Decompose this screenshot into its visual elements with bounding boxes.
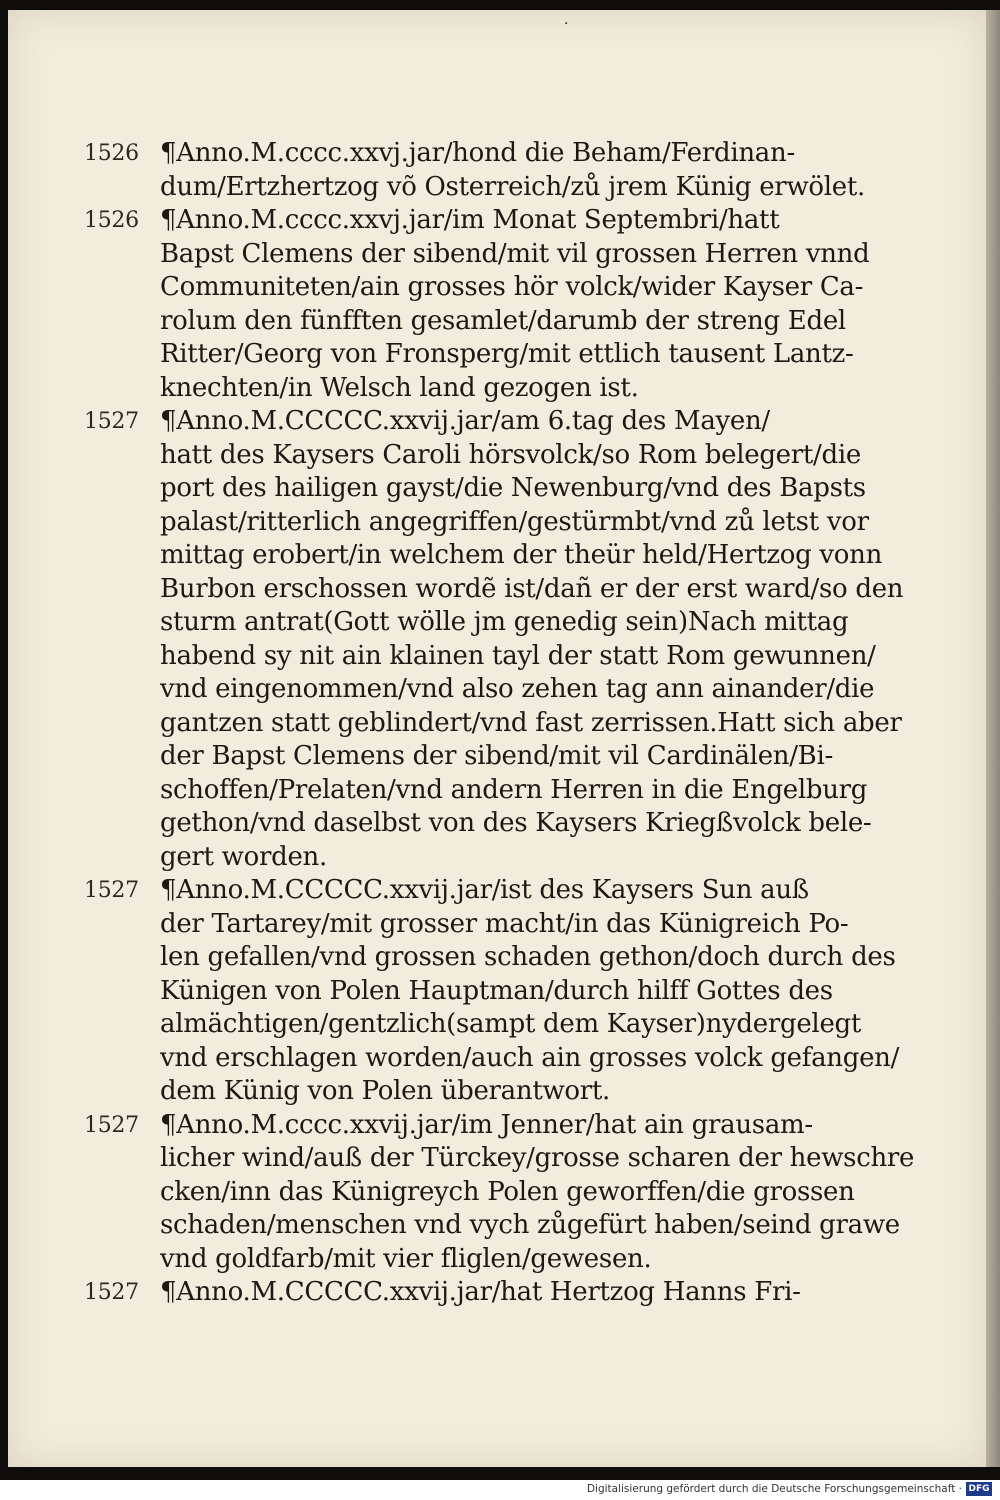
entry-text: Künigen von Polen Hauptman/durch hilff Gottes des xyxy=(160,975,833,1006)
entry-text: dem Künig von Polen überantwort. xyxy=(160,1076,611,1106)
book-page xyxy=(8,10,986,1467)
entry-text: sturm antrat(Gott wölle jm genedig sein)Nach mittag xyxy=(160,607,849,637)
chronicle-line xyxy=(8,238,986,272)
chronicle-line xyxy=(8,439,986,473)
entry-text: der Bapst Clemens der sibend/mit vil Cardinälen/Bi- xyxy=(160,741,833,771)
entry-text: ¶Anno.M.CCCCC.xxvij.jar/ist des Kaysers Sun auß xyxy=(160,875,809,905)
chronicle-line xyxy=(8,472,986,506)
chronicle-line xyxy=(8,539,986,573)
entry-text: der Tartarey/mit grosser macht/in das Künigreich Po- xyxy=(160,908,849,939)
chronicle-line xyxy=(8,1209,986,1243)
entry-text: ¶Anno.M.CCCCC.xxvij.jar/am 6.tag des Mayen/ xyxy=(160,406,770,436)
chronicle-line xyxy=(8,941,986,975)
entry-text: hatt des Kaysers Caroli hörsvolck/so Rom belegert/die xyxy=(160,439,861,470)
chronicle-line xyxy=(8,1042,986,1076)
entry-year: 1527 xyxy=(84,409,139,434)
entry-text: mittag erobert/in welchem der theür held/Hertzog vonn xyxy=(160,540,883,570)
chronicle-line xyxy=(8,673,986,707)
entry-text: ¶Anno.M.CCCCC.xxvij.jar/hat Hertzog Hanns Fri- xyxy=(160,1277,801,1307)
chronicle-line xyxy=(8,841,986,875)
chronicle-line xyxy=(8,506,986,540)
chronicle-line xyxy=(8,908,986,942)
entry-text: schoffen/Prelaten/vnd andern Herren in die Engelburg xyxy=(160,774,868,805)
entry-year: 1527 xyxy=(84,1112,139,1138)
entry-text: Ritter/Georg von Fronsperg/mit ettlich tausent Lantz- xyxy=(160,339,854,369)
chronicle-line xyxy=(8,874,986,908)
chronicle-line xyxy=(8,137,986,171)
dfg-logo-icon: DFG xyxy=(966,1482,992,1496)
entry-text: ¶Anno.M.cccc.xxvj.jar/im Monat Septembri/hatt xyxy=(160,205,780,235)
chronicle-line xyxy=(8,1109,986,1143)
chronicle-line xyxy=(8,1008,986,1042)
chronicle-line xyxy=(8,372,986,406)
entry-text: gert worden. xyxy=(160,841,327,872)
chronicle-line xyxy=(8,305,986,339)
funding-note: Digitalisierung gefördert durch die Deutsche Forschungsgemeinschaft · xyxy=(586,1483,962,1495)
entry-text: port des hailigen gayst/die Newenburg/vnd des Bapsts xyxy=(160,473,866,503)
chronicle-line xyxy=(8,1176,986,1210)
chronicle-text xyxy=(8,137,986,1310)
entry-text: palast/ritterlich angegriffen/gestürmbt/vnd zů letst vor xyxy=(160,506,869,537)
chronicle-line xyxy=(8,975,986,1009)
entry-text: len gefallen/vnd grossen schaden gethon/doch durch des xyxy=(160,942,896,972)
entry-year: 1526 xyxy=(84,141,139,166)
entry-year: 1527 xyxy=(84,1280,139,1305)
chronicle-line xyxy=(8,774,986,808)
chronicle-line xyxy=(8,1276,986,1310)
entry-text: vnd goldfarb/mit vier fliglen/gewesen. xyxy=(160,1243,652,1274)
page-top-mark: · xyxy=(564,16,571,32)
entry-text: Bapst Clemens der sibend/mit vil grossen Herren vnnd xyxy=(160,238,870,269)
entry-text: licher wind/auß der Türckey/grosse scharen der hewschre xyxy=(160,1143,915,1173)
entry-text: Burbon erschossen wordẽ ist/dañ er der erst ward/so den xyxy=(160,573,904,604)
chronicle-line xyxy=(8,405,986,439)
chronicle-line xyxy=(8,171,986,205)
chronicle-line xyxy=(8,271,986,305)
entry-text: gantzen statt geblindert/vnd fast zerrissen.Hatt sich aber xyxy=(160,707,902,738)
entry-text: cken/inn das Künigreych Polen geworffen/die grossen xyxy=(160,1176,855,1207)
entry-text: almächtigen/gentzlich(sampt dem Kayser)nydergelegt xyxy=(160,1009,862,1039)
chronicle-line xyxy=(8,640,986,674)
chronicle-line xyxy=(8,1142,986,1176)
chronicle-line xyxy=(8,1243,986,1277)
chronicle-line xyxy=(8,204,986,238)
entry-text: vnd eingenommen/vnd also zehen tag ann ainander/die xyxy=(160,674,875,704)
entry-year: 1527 xyxy=(84,878,139,903)
chronicle-line xyxy=(8,707,986,741)
entry-text: vnd erschlagen worden/auch ain grosses volck gefangen/ xyxy=(160,1042,900,1073)
entry-text: knechten/in Welsch land gezogen ist. xyxy=(160,372,639,403)
entry-text: gethon/vnd daselbst von des Kaysers Kriegßvolck bele- xyxy=(160,808,872,838)
entry-text: schaden/menschen vnd vych zůgefürt haben/seind grawe xyxy=(160,1210,900,1240)
entry-text: Communiteten/ain grosses hör volck/wider Kayser Ca- xyxy=(160,272,864,302)
entry-text: habend sy nit ain klainen tayl der statt Rom gewunnen/ xyxy=(160,640,876,671)
chronicle-line xyxy=(8,606,986,640)
entry-year: 1526 xyxy=(84,208,139,233)
entry-text: rolum den fünfften gesamlet/darumb der streng Edel xyxy=(160,305,846,336)
page-edge xyxy=(986,10,1000,1467)
chronicle-line xyxy=(8,338,986,372)
chronicle-line xyxy=(8,1075,986,1109)
entry-text: ¶Anno.M.cccc.xxvj.jar/hond die Beham/Ferdinan- xyxy=(160,138,795,168)
chronicle-line xyxy=(8,573,986,607)
chronicle-line xyxy=(8,807,986,841)
entry-text: ¶Anno.M.cccc.xxvij.jar/im Jenner/hat ain grausam- xyxy=(160,1109,813,1140)
chronicle-line xyxy=(8,740,986,774)
entry-text: dum/Ertzhertzog võ Osterreich/zů jrem Künig erwölet. xyxy=(160,171,865,202)
